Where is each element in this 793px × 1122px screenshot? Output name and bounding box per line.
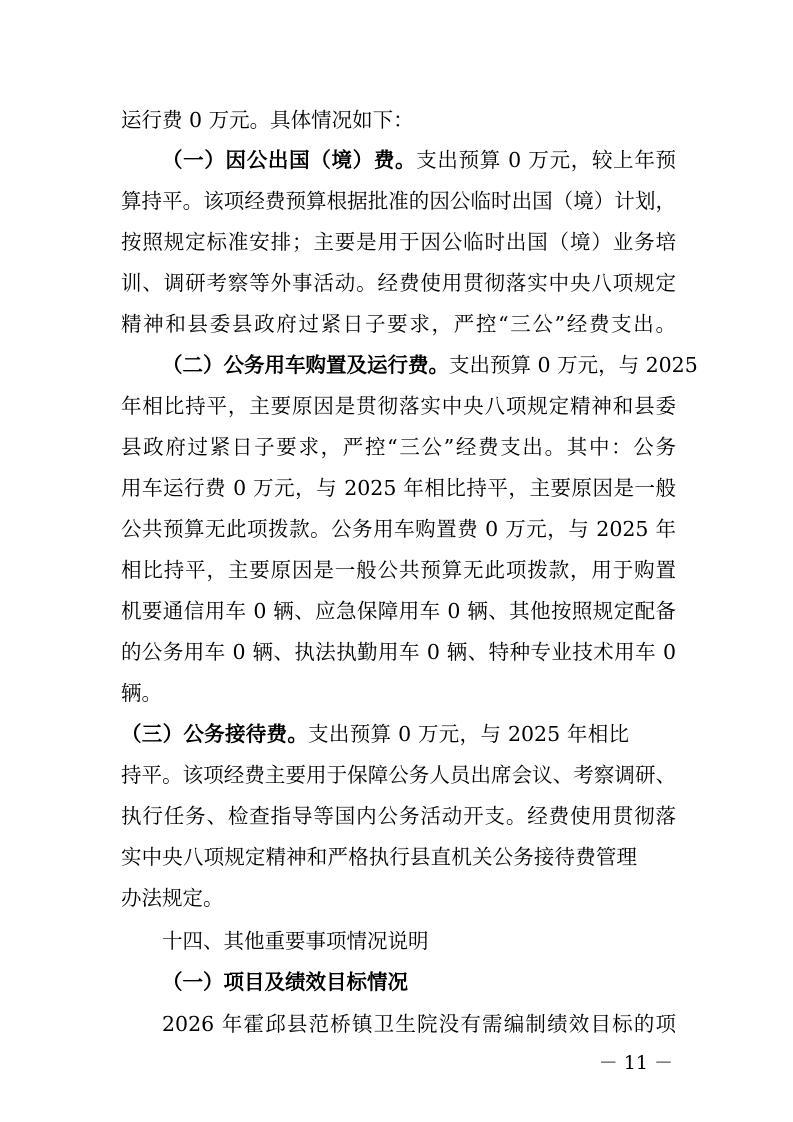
para-2-heading: （二）公务用车购置及运行费。 xyxy=(162,353,449,377)
intro-line: 运行费 0 万元。具体情况如下： xyxy=(121,108,414,132)
para-2-line-6: 相比持平，主要原因是一般公共预算无此项拨款，用于购置 xyxy=(121,558,676,582)
para-3-heading: （三）公务接待费。 xyxy=(121,722,309,746)
para-1-line-2: 算持平。该项经费预算根据批准的因公临时出国（境）计划， xyxy=(121,189,676,213)
para-1-line-3: 按照规定标准安排；主要是用于因公临时出国（境）业务培 xyxy=(121,230,676,254)
para-4-line-1: 2026 年霍邱县范桥镇卫生院没有需编制绩效目标的项 xyxy=(162,1012,676,1036)
para-2-line-5: 公共预算无此项拨款。公务用车购置费 0 万元，与 2025 年 xyxy=(121,517,676,541)
para-2-line-2: 年相比持平，主要原因是贯彻落实中央八项规定精神和县委 xyxy=(121,394,676,418)
page-number: － 11 － xyxy=(598,1052,673,1074)
para-1-text-1: 支出预算 0 万元，较上年预 xyxy=(416,148,677,172)
para-1-line-5: 精神和县委县政府过紧日子要求，严控“三公”经费支出。 xyxy=(121,312,676,336)
para-3-line-2: 持平。该项经费主要用于保障公务人员出席会议、考察调研、 xyxy=(121,763,676,787)
para-3-line-5: 办法规定。 xyxy=(121,886,224,910)
para-2-text-1: 支出预算 0 万元，与 2025 xyxy=(449,353,698,377)
para-2-line-8: 的公务用车 0 辆、执法执勤用车 0 辆、特种专业技术用车 0 xyxy=(121,640,676,664)
para-3-line-4: 实中央八项规定精神和严格执行县直机关公务接待费管理 xyxy=(121,845,637,869)
subsection-1-heading: （一）项目及绩效目标情况 xyxy=(162,970,408,994)
para-3-text-1: 支出预算 0 万元，与 2025 年相比 xyxy=(308,722,630,746)
para-3-line-1 xyxy=(121,719,629,749)
para-2-line-3: 县政府过紧日子要求，严控“三公”经费支出。其中：公务 xyxy=(121,435,676,459)
para-2-line-7: 机要通信用车 0 辆、应急保障用车 0 辆、其他按照规定配备 xyxy=(121,599,676,623)
para-1-line-1 xyxy=(162,145,676,175)
para-1-line-4: 训、调研考察等外事活动。经费使用贯彻落实中央八项规定 xyxy=(121,271,676,295)
para-2-line-9: 辆。 xyxy=(121,681,162,705)
para-2-line-4: 用车运行费 0 万元，与 2025 年相比持平，主要原因是一般 xyxy=(121,476,676,500)
section-14-heading: 十四、其他重要事项情况说明 xyxy=(162,929,429,953)
para-3-line-3: 执行任务、检查指导等国内公务活动开支。经费使用贯彻落 xyxy=(121,804,676,828)
para-1-heading: （一）因公出国（境）费。 xyxy=(162,148,417,172)
para-2-line-1 xyxy=(162,350,698,380)
